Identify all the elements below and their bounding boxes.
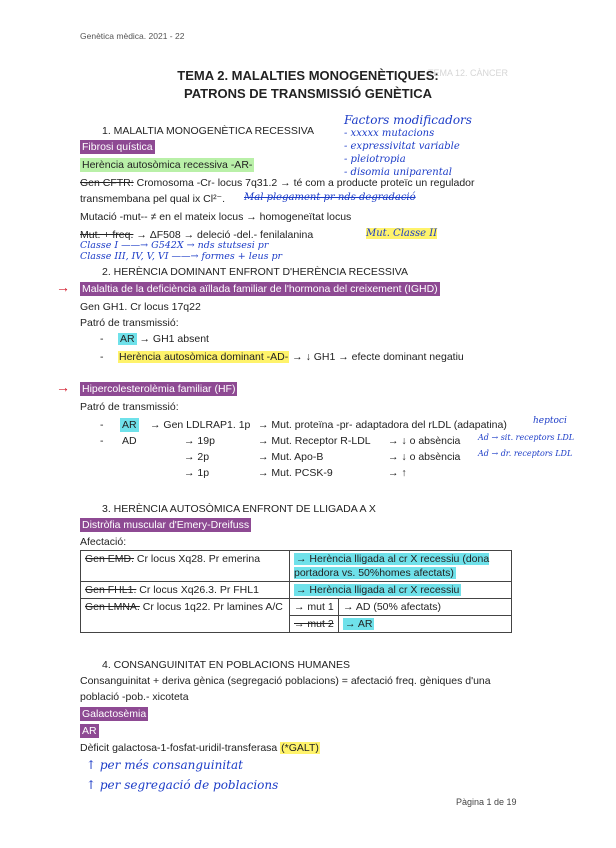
table-cell-result [290, 551, 512, 582]
page-number: Pàgina 1 de 19 [456, 797, 517, 807]
lmna-res1: → AD (50% afectats) [339, 599, 512, 616]
pattern-label-2: Patró de transmissió: [80, 401, 179, 413]
gene-fhl1-desc: Cr locus Xq26.3. Pr FHL1 [136, 584, 259, 596]
page-subtitle: PATRONS DE TRANSMISSIÓ GENÈTICA [184, 86, 432, 101]
page-title: TEMA 2. MALALTIES MONOGENÈTIQUES: [177, 68, 439, 83]
gene-emd-desc: Cr locus Xq28. Pr emerina [134, 553, 261, 565]
note-consanguinity: ↑ per més consanguinitat [86, 758, 243, 772]
hf-row-4-effect: → ↑ [388, 467, 407, 479]
note-ad-1: Ad → sit. receptors LDL [478, 433, 575, 442]
hf-row-2-type: AD [122, 435, 137, 447]
section-4-heading: 4. CONSANGUINITAT EN POBLACIONS HUMANES [102, 659, 350, 671]
bullet-ar: - [100, 333, 104, 345]
table-row [81, 599, 512, 633]
result-fhl1: → Herència lligada al cr X recessiu [296, 584, 460, 596]
disease-ighd: Malaltia de la deficiència aïllada familiar de l'hormona del creixement (IGHD) [82, 283, 438, 295]
ad-line [118, 350, 464, 364]
hf-row-2-gene: → 19p [184, 435, 215, 447]
ar-line [118, 332, 209, 346]
gene-cftr-label: Gen CFTR: [80, 177, 134, 189]
ar-result: → GH1 absent [136, 333, 209, 345]
ad-tag: Herència autosòmica dominant -AD- [119, 351, 289, 363]
section-2-heading: 2. HERÈNCIA DOMINANT ENFRONT D'HERÈNCIA RECESSIVA [102, 266, 408, 278]
page-header: Genètica mèdica. 2021 - 22 [80, 31, 185, 41]
affectation-label: Afectació: [80, 536, 127, 548]
consanguinity-line-2: població -pob.- xicoteta [80, 691, 189, 703]
mutation-line: Mutació -mut-- ≠ en el mateix locus → homogeneïtat locus [80, 211, 352, 223]
gene-lmna: Gen LMNA. [85, 601, 140, 613]
lmna-subtable [290, 599, 511, 632]
hf-row-4-mut: → Mut. PCSK-9 [258, 467, 333, 479]
gene-gh1: Gen GH1. Cr locus 17q22 [80, 301, 201, 313]
gene-lmna-desc: Cr locus 1q22. Pr lamines A/C [139, 601, 283, 613]
bleedthrough-text: TEMA 12. CÀNCER [428, 68, 509, 78]
inheritance-ar: Herència autosòmica recessiva -AR- [82, 159, 253, 171]
consanguinity-line-1: Consanguinitat + deriva gènica (segregació poblacions) = afectació freq. gèniques d'una [80, 675, 491, 687]
hf-row-1-gene: → Gen LDLRAP1. 1p [150, 419, 251, 431]
note-strike: Mal plegament pr nds degradació [244, 192, 416, 203]
note-segregation: ↑ per segregació de poblacions [86, 778, 279, 792]
hf-row-3-effect: → ↓ o absència [388, 451, 461, 463]
hf-row-2-mut: → Mut. Receptor R-LDL [258, 435, 371, 447]
hf-bullet-1: - [100, 419, 104, 431]
galactosemia-ar: AR [82, 725, 97, 737]
note-class-i: Classe I ——→ G542X → nds stutsesi pr [80, 240, 269, 251]
hf-row-1-mut: → Mut. proteïna -pr- adaptadora del rLDL (adapatina) [258, 419, 507, 431]
table-cell-result [290, 582, 512, 599]
hf-bullet-2: - [100, 435, 104, 447]
genes-table [80, 550, 512, 633]
deficit-text: Dèficit galactosa-1-fosfat-uridil-transferasa [80, 742, 278, 754]
note-heptoci: heptoci [533, 416, 567, 426]
pattern-label-1: Patró de transmissió: [80, 317, 179, 329]
ad-result: → ↓ GH1 → efecte dominant negatiu [289, 351, 464, 363]
lmna-mut1: → mut 1 [290, 599, 339, 616]
note-factor-2: - expressivitat variable [344, 141, 460, 152]
hf-row-2-effect: → ↓ o absència [388, 435, 461, 447]
hf-row-3-gene: → 2p [184, 451, 210, 463]
result-emd: → Herència lligada al cr X recessiu (dona portadora vs. 50%homes afectats) [294, 553, 490, 579]
disease-fibrosi-quistica: Fibrosi quística [82, 141, 153, 153]
lmna-res2: → AR [345, 618, 373, 630]
note-ad-2: Ad → dr. receptors LDL [478, 449, 573, 458]
hf-row-4-gene: → 1p [184, 467, 210, 479]
table-cell-gene [81, 551, 290, 582]
disease-hf: Hipercolesterolèmia familiar (HF) [82, 383, 236, 395]
section-1-heading: 1. MALALTIA MONOGENÈTICA RECESSIVA [102, 125, 314, 137]
mut-freq-label: Mut. + freq. [80, 229, 134, 241]
note-factor-1: - xxxxx mutacions [344, 128, 435, 139]
note-factor-4: - disomia uniparental [344, 167, 452, 178]
note-factors-title: Factors modificadors [344, 113, 472, 127]
galt-tag: (*GALT) [281, 742, 319, 754]
disease-emery-dreifuss: Distròfia muscular d'Emery-Dreifuss [82, 519, 250, 531]
red-arrow-icon: → [56, 279, 70, 295]
table-row [81, 551, 512, 582]
table-cell-gene [81, 599, 290, 633]
ar-tag: AR [120, 333, 135, 345]
note-factor-3: - pleiotropia [344, 154, 406, 165]
hf-row-3-mut: → Mut. Apo-B [258, 451, 324, 463]
mut-freq-desc: → ΔF508 → deleció -del.- fenilalanina [133, 229, 314, 241]
gene-cftr-desc: Cromosoma -Cr- locus 7q31.2 → té com a producte proteïc un regulador [133, 177, 475, 189]
note-class-ii: Mut. Classe II [366, 228, 438, 239]
gene-cftr-line2: transmembana pel qual ix Cl²⁻. [80, 193, 226, 205]
table-cell-gene [81, 582, 290, 599]
red-arrow-icon: → [56, 379, 70, 395]
lmna-mut2: → mut 2 [294, 618, 334, 630]
note-class-iii-vi: Classe III, IV, V, VI ——→ formes + leus pr [80, 251, 283, 262]
section-3-heading: 3. HERÈNCIA AUTOSÒMICA ENFRONT DE LLIGADA A X [102, 503, 376, 515]
disease-galactosemia: Galactosèmia [82, 708, 147, 720]
deficit-line [80, 741, 320, 755]
gene-emd: Gen EMD. [85, 553, 135, 565]
bullet-ad: - [100, 351, 104, 363]
gene-fhl1: Gen FHL1. [85, 584, 137, 596]
table-row [81, 582, 512, 599]
table-cell-result [290, 599, 512, 633]
gene-cftr-line [80, 176, 475, 190]
hf-row-1-type: AR [122, 419, 137, 431]
